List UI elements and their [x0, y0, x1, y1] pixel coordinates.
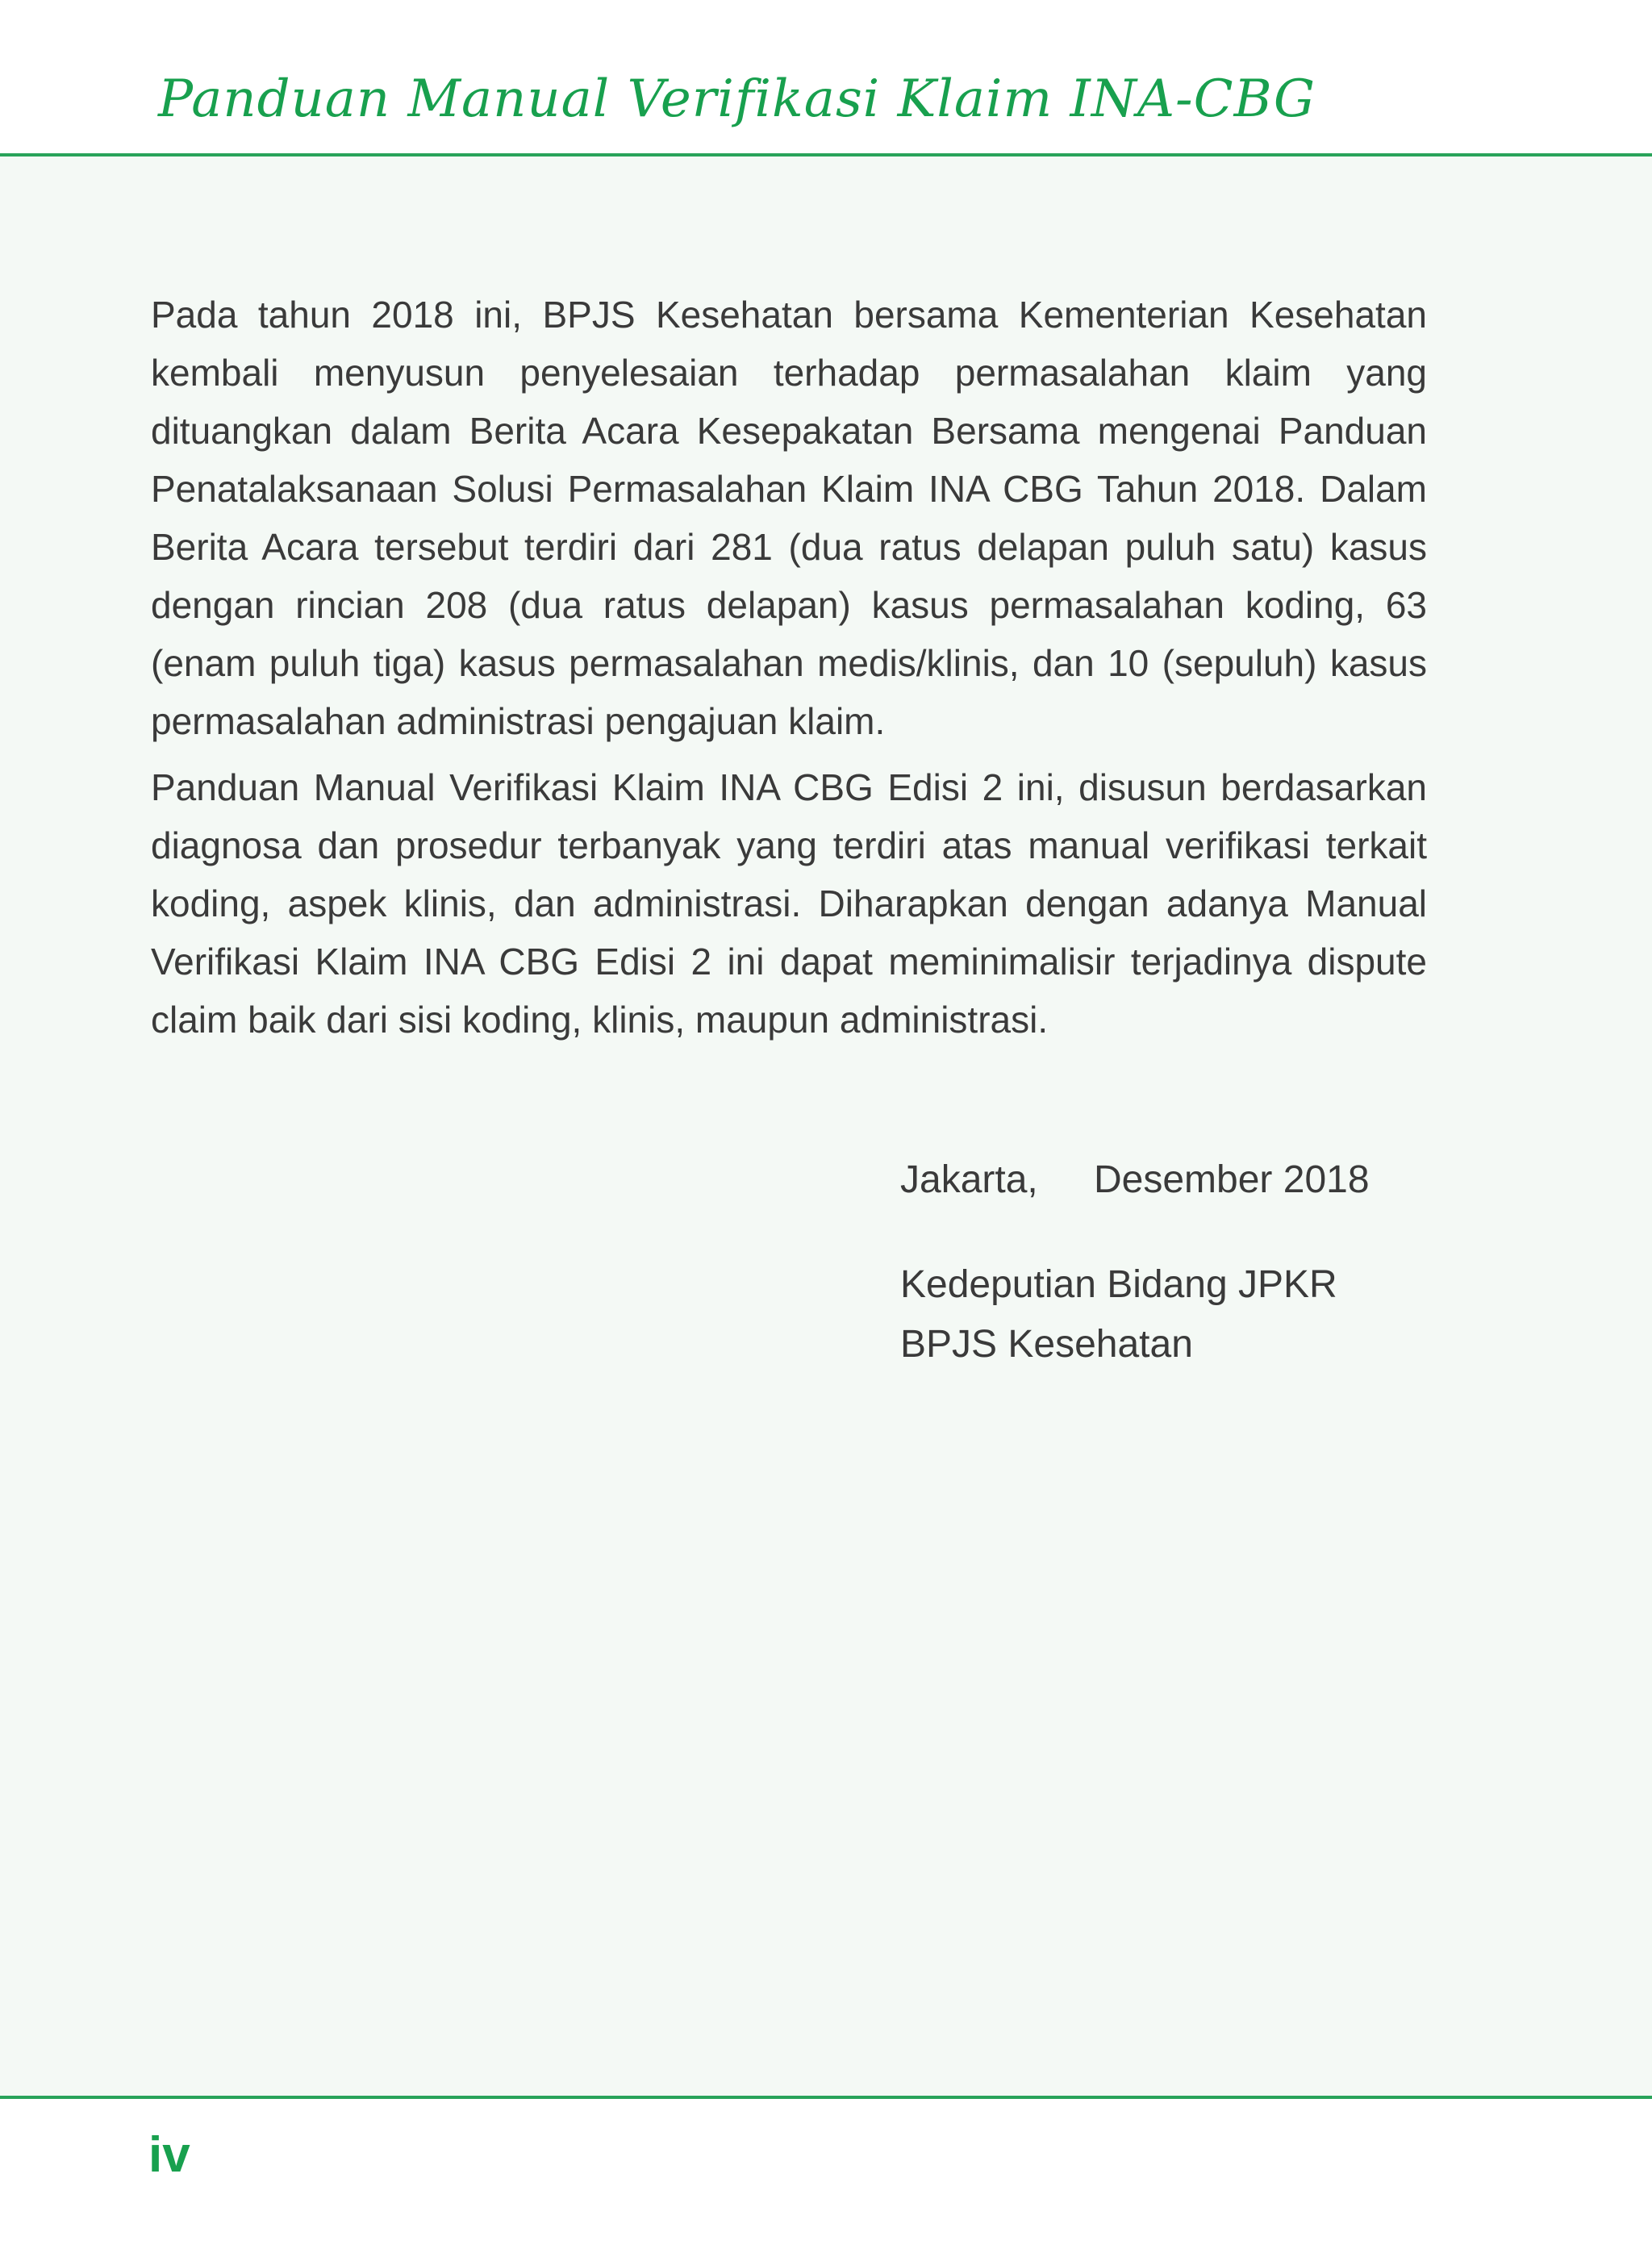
main-text: [151, 286, 1427, 1057]
page-header: [0, 0, 1652, 156]
signature-block: [900, 1150, 1370, 1375]
page-number: iv: [148, 2127, 190, 2183]
footer-rule: [0, 2096, 1652, 2099]
paragraph-1: Pada tahun 2018 ini, BPJS Kesehatan bersama Kementerian Kesehatan kembali menyusun penyelesaian terhadap permasalahan klaim yang dituangkan dalam Berita Acara Kesepakatan Bersama mengenai Panduan Penatalaksanaan Solusi Permasalahan Klaim INA CBG Tahun 2018. Dalam Berita Acara tersebut terdiri dari 281 (dua ratus delapan puluh satu) kasus dengan rincian 208 (dua ratus delapan) kasus permasalahan koding, 63 (enam puluh tiga) kasus permasalahan medis/klinis, dan 10 (sepuluh) kasus permasalahan administrasi pengajuan klaim.: [151, 294, 1427, 742]
signature-organization: [900, 1255, 1370, 1375]
signature-org-line-2: BPJS Kesehatan: [900, 1323, 1193, 1366]
place-date-line: [900, 1150, 1370, 1210]
signature-date: Desember 2018: [1094, 1158, 1370, 1201]
running-header-title: Panduan Manual Verifikasi Klaim INA-CBG: [158, 69, 1316, 129]
signature-org-line-1: Kedeputian Bidang JPKR: [900, 1263, 1337, 1306]
signature-place: Jakarta,: [900, 1158, 1038, 1201]
paragraph-2: Panduan Manual Verifikasi Klaim INA CBG Edisi 2 ini, disusun berdasarkan diagnosa dan prosedur terbanyak yang terdiri atas manual verifikasi terkait koding, aspek klinis, dan administrasi. Diharapkan dengan adanya Manual Verifikasi Klaim INA CBG Edisi 2 ini dapat meminimalisir terjadinya dispute claim baik dari sisi koding, klinis, maupun administrasi.: [151, 766, 1427, 1041]
